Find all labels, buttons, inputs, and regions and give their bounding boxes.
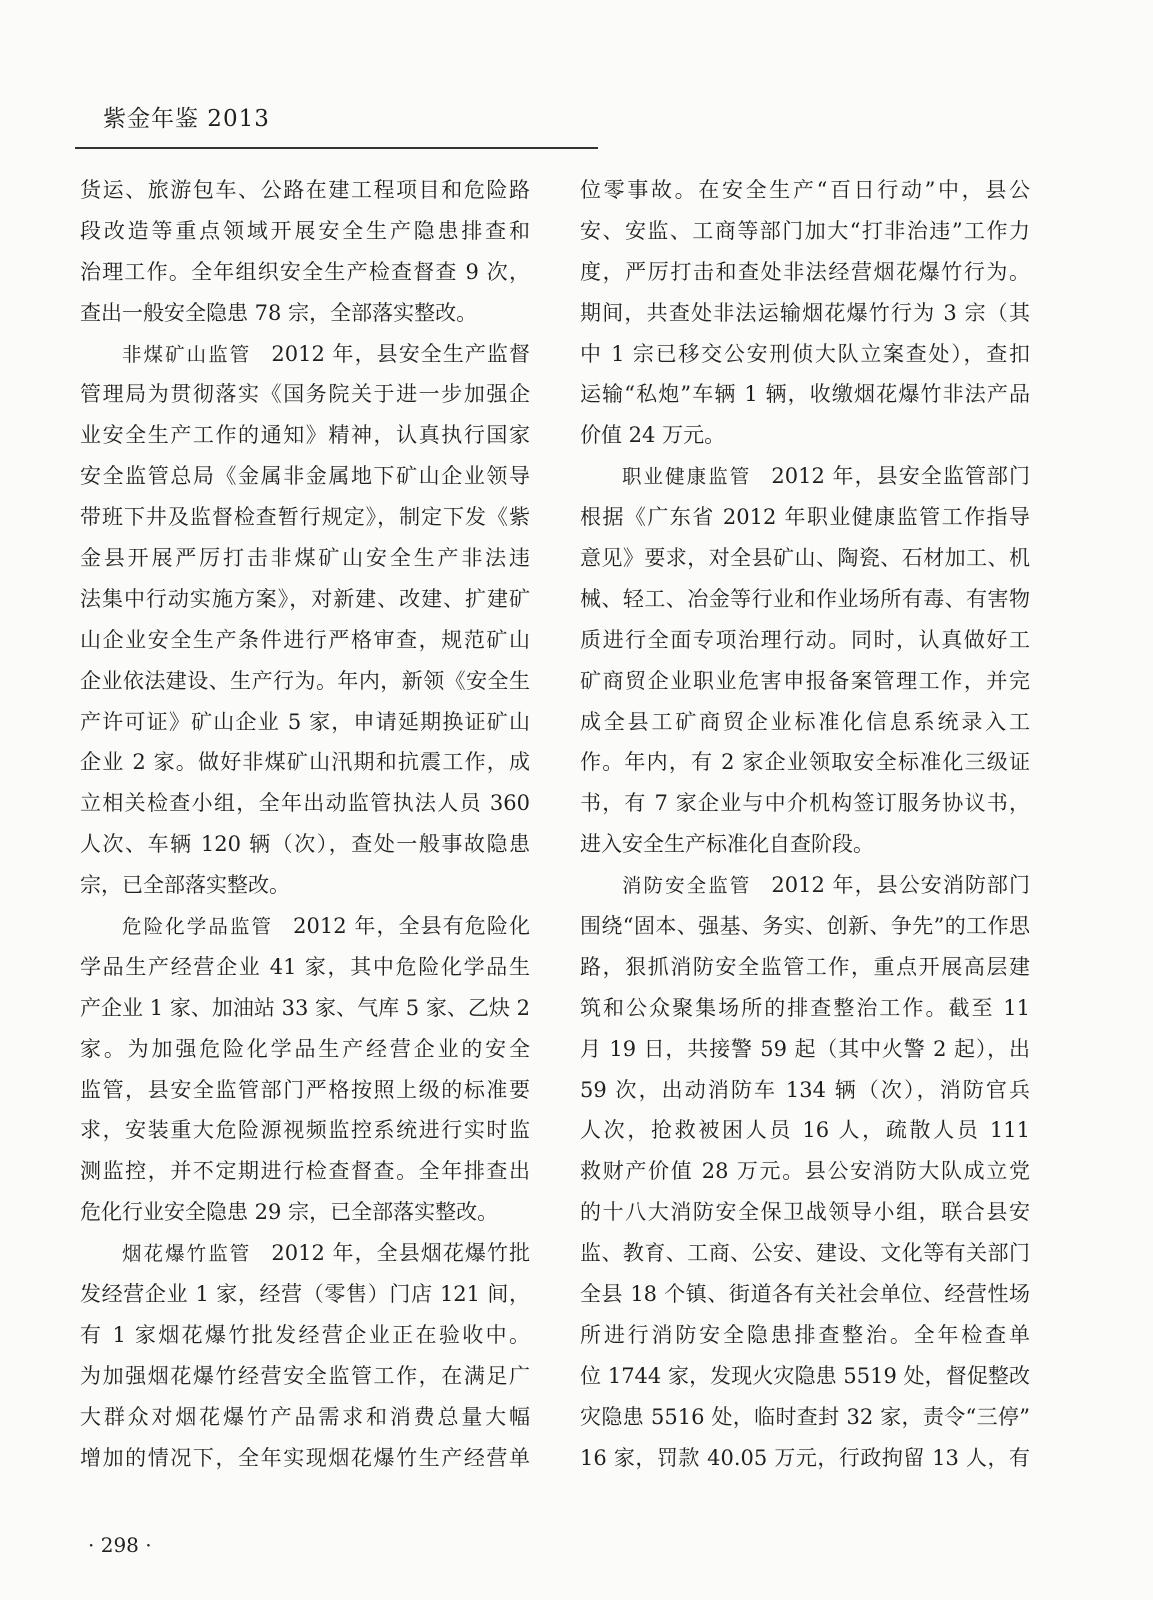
text-line: 2012 年，县公安消防部门	[771, 873, 1030, 898]
text-line: 宗，已全部落实整改。	[80, 873, 290, 898]
text-line: 安、安监、工商等部门加大“打非治违”工作力	[580, 218, 1030, 243]
text-line: 监管，县安全监管部门严格按照上级的标准要	[80, 1077, 530, 1102]
paragraph-first-line	[580, 456, 1030, 497]
text-line: 管理局为贯彻落实《国务院关于进一步加强企	[80, 382, 530, 407]
text-line: 人次、车辆 120 辆（次），查处一般事故隐患	[80, 832, 530, 857]
paragraph	[80, 1233, 530, 1478]
text-line: 危化行业安全隐患 29 宗，已全部落实整改。	[80, 1200, 499, 1225]
section-heading: 消防安全监管	[622, 874, 752, 898]
text-line: 为加强烟花爆竹经营安全监管工作，在满足广	[80, 1363, 530, 1388]
text-line: 2012 年，县安全监管部门	[771, 464, 1030, 489]
text-line: 矿商贸企业职业危害申报备案管理工作，并完	[580, 668, 1030, 693]
section-heading: 非煤矿山监管	[122, 342, 252, 366]
text-line: 所进行消防安全隐患排查整治。全年检查单	[580, 1322, 1030, 1347]
paragraph	[580, 865, 1030, 1478]
text-line: 企业 2 家。做好非煤矿山汛期和抗震工作，成	[80, 750, 530, 775]
text-line: 价值 24 万元。	[580, 423, 726, 448]
text-line: 带班下井及监督检查暂行规定》，制定下发《紫	[80, 505, 530, 530]
text-line: 法集中行动实施方案》，对新建、改建、扩建矿	[80, 586, 530, 611]
header-rule	[75, 147, 598, 149]
text-line: 产企业 1 家、加油站 33 家、气库 5 家、乙炔 2	[80, 995, 530, 1020]
text-line: 学品生产经营企业 41 家，其中危险化学品生	[80, 954, 530, 979]
text-line: 书，有 7 家企业与中介机构签订服务协议书，	[580, 791, 1030, 816]
paragraph	[80, 170, 530, 334]
text-line: 治理工作。全年组织安全生产检查督查 9 次，	[80, 259, 530, 284]
text-line: 货运、旅游包车、公路在建工程项目和危险路	[80, 178, 530, 202]
text-line: 的十八大消防安全保卫战领导小组，联合县安	[580, 1200, 1030, 1225]
text-line: 成全县工矿商贸企业标准化信息系统录入工	[580, 709, 1030, 734]
text-line: 家。为加强危险化学品生产经营企业的安全	[80, 1036, 530, 1061]
paragraph-first-line	[580, 865, 1030, 906]
section-heading: 危险化学品监管	[122, 915, 274, 939]
text-line: 业安全生产工作的通知》精神，认真执行国家	[80, 423, 530, 448]
text-line: 2012 年，县安全生产监督	[271, 341, 530, 366]
page-number: · 298 ·	[88, 1533, 152, 1557]
text-line: 灾隐患 5516 处，临时查封 32 家，责令“三停”	[580, 1404, 1030, 1429]
text-line: 2012 年，全县有危险化	[293, 914, 530, 939]
text-line: 中 1 宗已移交公安刑侦大队立案查处），查扣	[580, 341, 1030, 366]
text-line: 运输“私炮”车辆 1 辆，收缴烟花爆竹非法产品	[580, 382, 1030, 407]
text-line: 安全监管总局《金属非金属地下矿山企业领导	[80, 464, 530, 489]
text-line: 山企业安全生产条件进行严格审查，规范矿山	[80, 627, 530, 652]
text-line: 企业依法建设、生产行为。年内，新领《安全生	[80, 668, 530, 693]
right-column	[580, 170, 1030, 1479]
text-line: 进入安全生产标准化自查阶段。	[580, 832, 874, 857]
text-line: 根据《广东省 2012 年职业健康监管工作指导	[580, 505, 1030, 530]
text-line: 筑和公众聚集场所的排查整治工作。截至 11	[580, 995, 1030, 1020]
text-line: 2012 年，全县烟花爆竹批	[271, 1241, 530, 1266]
text-line: 全县 18 个镇、街道各有关社会单位、经营性场	[580, 1282, 1030, 1307]
text-line: 发经营企业 1 家，经营（零售）门店 121 间，	[80, 1282, 530, 1307]
paragraph	[80, 906, 530, 1233]
text-line: 测监控，并不定期进行检查督查。全年排查出	[80, 1159, 530, 1184]
running-head-title: 紫金年鉴 2013	[103, 106, 270, 132]
text-line: 月 19 日，共接警 59 起（其中火警 2 起），出	[580, 1036, 1030, 1061]
text-line: 段改造等重点领域开展安全生产隐患排查和	[80, 218, 530, 243]
text-line: 求，安装重大危险源视频监控系统进行实时监	[80, 1118, 530, 1143]
text-line: 意见》要求，对全县矿山、陶瓷、石材加工、机	[580, 546, 1030, 571]
text-line: 械、轻工、冶金等行业和作业场所有毒、有害物	[580, 586, 1030, 611]
text-line: 期间，共查处非法运输烟花爆竹行为 3 宗（其	[580, 300, 1030, 325]
text-line: 立相关检查小组，全年出动监管执法人员 360	[80, 791, 530, 816]
paragraph	[580, 456, 1030, 865]
text-line: 增加的情况下，全年实现烟花爆竹生产经营单	[80, 1445, 530, 1470]
text-line: 16 家，罚款 40.05 万元，行政拘留 13 人，有	[580, 1445, 1030, 1470]
paragraph	[580, 170, 1030, 456]
text-line: 大群众对烟花爆竹产品需求和消费总量大幅	[80, 1404, 530, 1429]
text-line: 查出一般安全隐患 78 宗，全部落实整改。	[80, 300, 478, 325]
paragraph	[80, 334, 530, 906]
section-heading: 烟花爆竹监管	[122, 1242, 252, 1266]
text-line: 59 次，出动消防车 134 辆（次），消防官兵	[580, 1077, 1030, 1102]
paragraph-first-line	[80, 334, 530, 375]
text-line: 质进行全面专项治理行动。同时，认真做好工	[580, 627, 1030, 652]
left-column	[80, 170, 530, 1479]
text-line: 位零事故。在安全生产“百日行动”中，县公	[580, 178, 1030, 202]
paragraph-first-line	[80, 906, 530, 947]
text-line: 监、教育、工商、公安、建设、文化等有关部门	[580, 1241, 1030, 1266]
text-line: 位 1744 家，发现火灾隐患 5519 处，督促整改	[580, 1363, 1030, 1388]
text-line: 围绕“固本、强基、务实、创新、争先”的工作思	[580, 914, 1030, 939]
paragraph-first-line	[80, 1233, 530, 1274]
text-line: 救财产价值 28 万元。县公安消防大队成立党	[580, 1159, 1030, 1184]
text-line: 产许可证》矿山企业 5 家，申请延期换证矿山	[80, 709, 530, 734]
text-line: 金县开展严厉打击非煤矿山安全生产非法违	[80, 546, 530, 571]
text-line: 有 1 家烟花爆竹批发经营企业正在验收中。	[80, 1322, 530, 1347]
section-heading: 职业健康监管	[622, 465, 752, 489]
text-line: 度，严厉打击和查处非法经营烟花爆竹行为。	[580, 259, 1030, 284]
text-line: 人次，抢救被困人员 16 人，疏散人员 111	[580, 1118, 1030, 1143]
text-line: 作。年内，有 2 家企业领取安全标准化三级证	[580, 750, 1030, 775]
text-line: 路，狠抓消防安全监管工作，重点开展高层建	[580, 954, 1030, 979]
